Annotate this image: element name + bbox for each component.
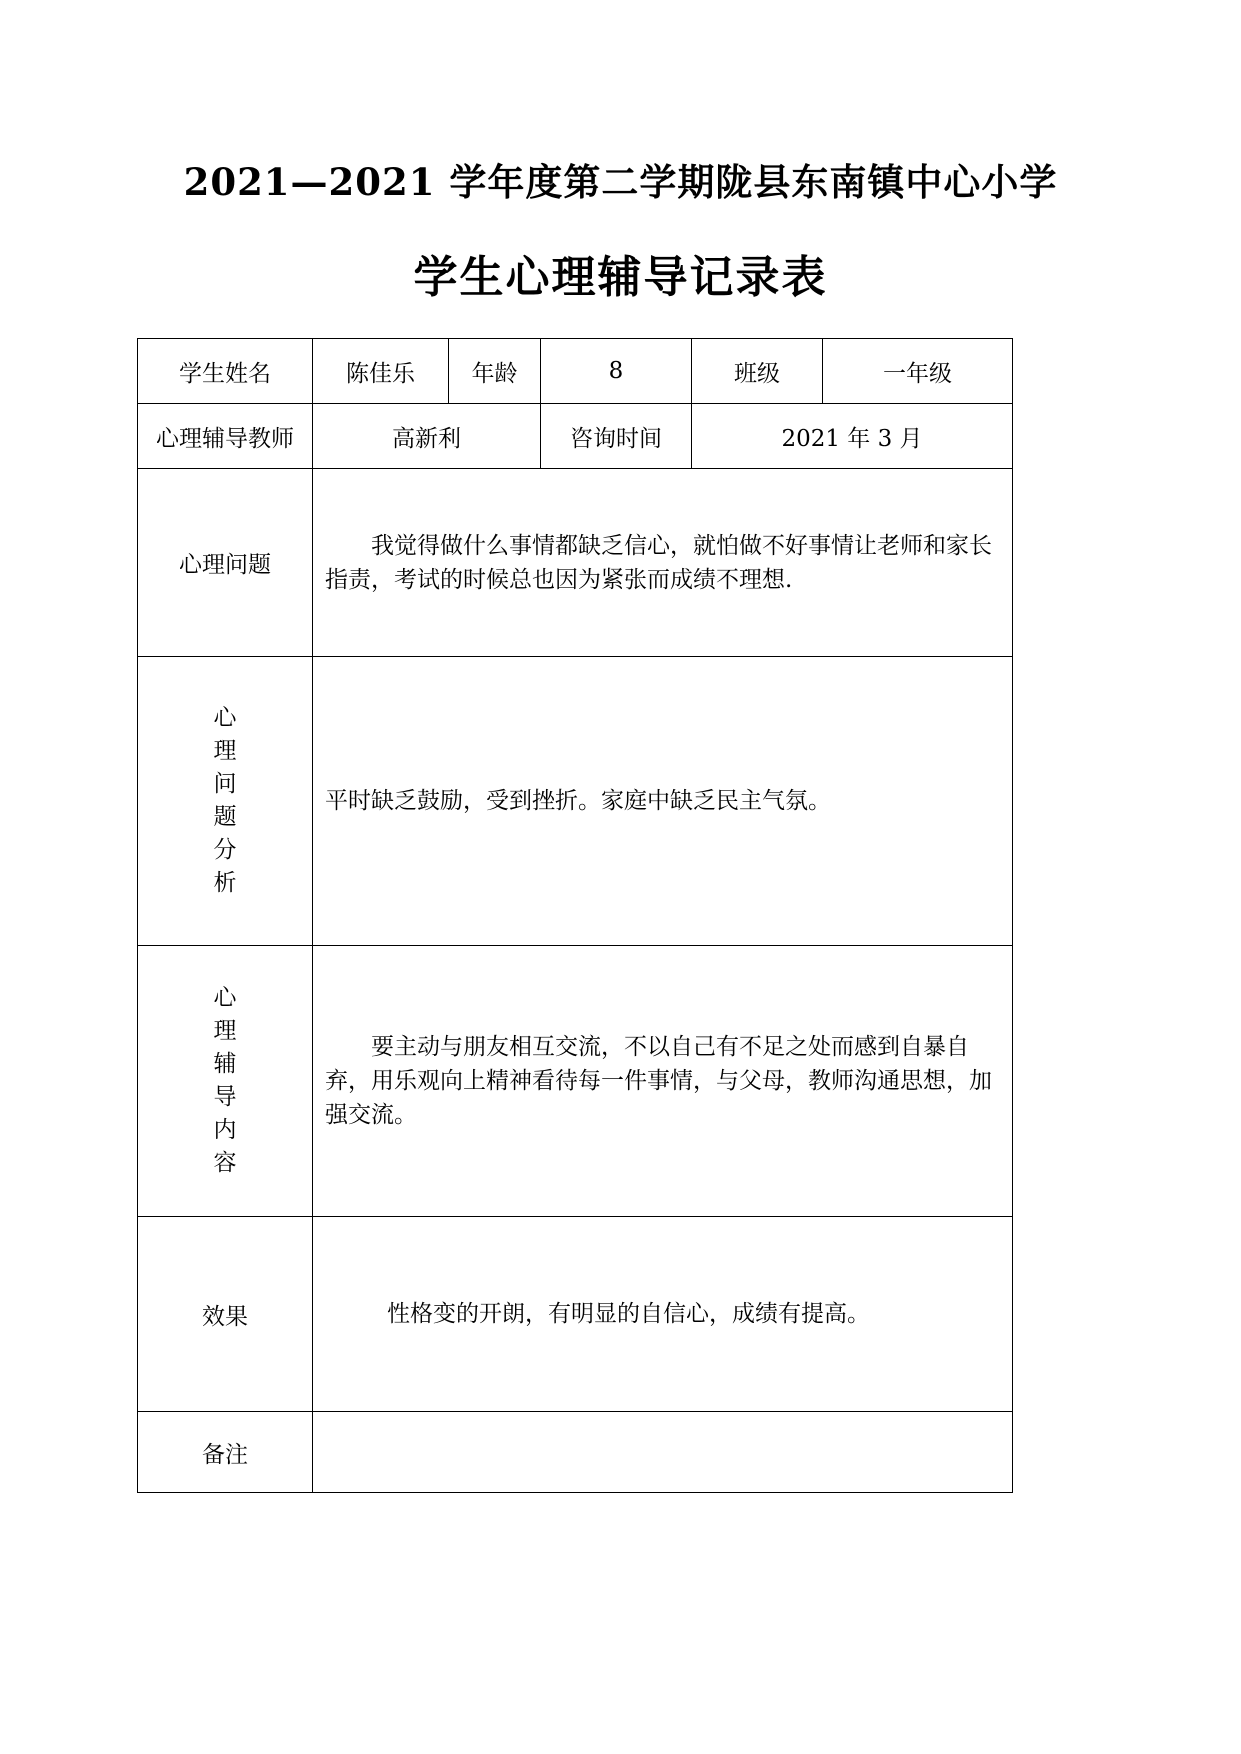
table-row	[138, 404, 1013, 469]
guidance-text: 要主动与朋友相互交流，不以自己有不足之处而感到自暴自弃，用乐观向上精神看待每一件事情，与父母，教师沟通思想，加强交流。	[325, 1034, 992, 1128]
class-label: 班级	[692, 339, 823, 404]
table-row	[138, 1412, 1013, 1493]
analysis-label: 心理问题分析	[213, 705, 237, 896]
student-name-value: 陈佳乐	[313, 339, 449, 404]
guidance-label: 心理辅导内容	[213, 985, 237, 1176]
analysis-cell	[313, 657, 1013, 946]
teacher-label: 心理辅导教师	[138, 404, 313, 469]
table-row	[138, 657, 1013, 946]
form-title: 学生心理辅导记录表	[413, 252, 828, 303]
document-title: 2021—2021 学年度第二学期陇县东南镇中心小学	[183, 160, 1058, 204]
analysis-text: 平时缺乏鼓励，受到挫折。家庭中缺乏民主气氛。	[325, 788, 831, 814]
table-row	[138, 339, 1013, 404]
problem-text: 我觉得做什么事情都缺乏信心，就怕做不好事情让老师和家长指责，考试的时候总也因为紧张而成绩不理想.	[325, 532, 992, 593]
effect-text: 性格变的开朗，有明显的自信心，成绩有提高。	[387, 1301, 870, 1327]
table-row	[138, 469, 1013, 657]
consult-time-label: 咨询时间	[541, 404, 692, 469]
guidance-label-cell	[138, 946, 313, 1217]
age-label: 年龄	[449, 339, 541, 404]
remarks-label: 备注	[138, 1412, 313, 1493]
guidance-cell	[313, 946, 1013, 1217]
analysis-label-cell	[138, 657, 313, 946]
teacher-value: 高新利	[313, 404, 541, 469]
class-value: 一年级	[823, 339, 1013, 404]
student-name-label: 学生姓名	[138, 339, 313, 404]
age-value: 8	[541, 339, 692, 404]
consult-time-value: 2021 年 3 月	[692, 404, 1013, 469]
effect-cell	[313, 1217, 1013, 1412]
problem-cell	[313, 469, 1013, 657]
problem-label: 心理问题	[138, 469, 313, 657]
remarks-value	[313, 1412, 1013, 1493]
counseling-record-table	[137, 338, 1013, 1493]
table-row	[138, 1217, 1013, 1412]
table-row	[138, 946, 1013, 1217]
effect-label: 效果	[138, 1217, 313, 1412]
